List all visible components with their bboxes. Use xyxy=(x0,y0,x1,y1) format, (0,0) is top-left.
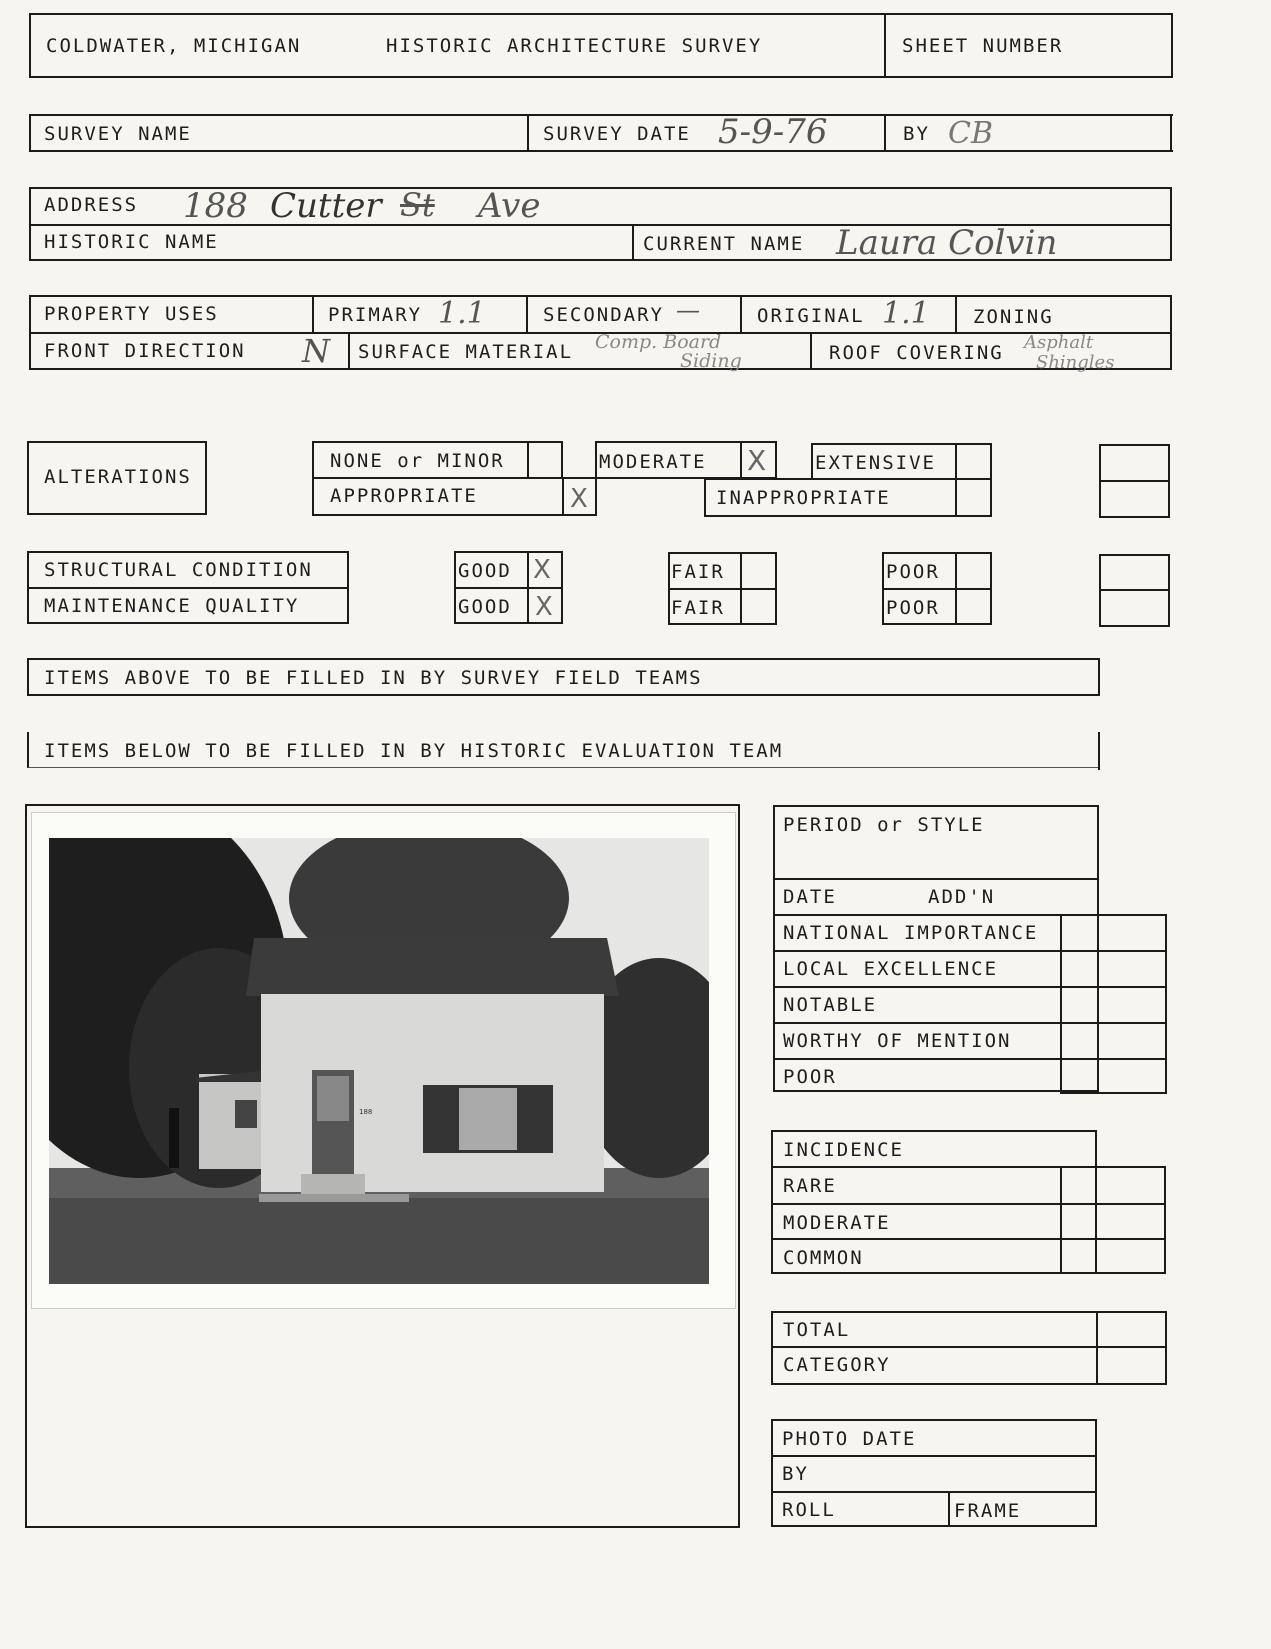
front-direction-value: N xyxy=(302,332,330,370)
survey-name-label: SURVEY NAME xyxy=(44,123,192,145)
survey-row-right xyxy=(1170,114,1172,152)
period-div-1 xyxy=(773,878,1099,880)
house-number: 188 xyxy=(359,1108,373,1116)
field-team-note: ITEMS ABOVE TO BE FILLED IN BY SURVEY FIELD TEAMS xyxy=(44,667,703,689)
extensive-label: EXTENSIVE xyxy=(815,452,936,474)
zoning-label: ZONING xyxy=(973,306,1054,328)
photo-date-label: PHOTO DATE xyxy=(782,1428,917,1450)
period-style-label: PERIOD or STYLE xyxy=(783,814,985,836)
period-div-5 xyxy=(773,1022,1167,1024)
uses-div-3 xyxy=(740,295,742,333)
condition-labels-divider xyxy=(27,587,349,589)
photo-info-col xyxy=(948,1491,950,1527)
maintenance-quality-label: MAINTENANCE QUALITY xyxy=(44,595,300,617)
addn-label: ADD'N xyxy=(928,886,996,908)
inappropriate-label: INAPPROPRIATE xyxy=(716,487,891,509)
uses-div-5 xyxy=(348,332,350,370)
shed xyxy=(199,1074,269,1169)
address-number: 188 xyxy=(183,186,248,226)
survey-date-label: SURVEY DATE xyxy=(543,123,691,145)
moderate-check-divider xyxy=(740,441,742,479)
poor-divider xyxy=(882,588,992,590)
secondary-label: SECONDARY xyxy=(543,304,664,326)
period-div-4 xyxy=(773,986,1167,988)
uses-div-1 xyxy=(312,295,314,333)
poor-check-divider xyxy=(955,552,957,625)
primary-label: PRIMARY xyxy=(328,304,423,326)
rating-notable: NOTABLE xyxy=(783,994,878,1016)
incidence-div-1 xyxy=(771,1166,1166,1168)
roof-covering-value-1: Asphalt xyxy=(1024,332,1094,353)
frame-label: FRAME xyxy=(954,1500,1022,1522)
total-label: TOTAL xyxy=(783,1319,851,1341)
alterations-label: ALTERATIONS xyxy=(44,466,192,488)
survey-divider-2 xyxy=(884,114,886,152)
front-direction-label: FRONT DIRECTION xyxy=(44,340,246,362)
rating-local: LOCAL EXCELLENCE xyxy=(783,958,999,980)
maintenance-poor-label: POOR xyxy=(886,597,940,619)
sheet-number-label: SHEET NUMBER xyxy=(902,35,1064,57)
city-title: COLDWATER, MICHIGAN xyxy=(46,35,302,57)
alterations-score-divider xyxy=(1099,480,1170,482)
survey-row-top xyxy=(29,114,1173,116)
ratings-col-2 xyxy=(1165,914,1167,1094)
category-label: CATEGORY xyxy=(783,1354,891,1376)
uses-div-2 xyxy=(526,295,528,333)
survey-row-bottom xyxy=(29,150,1173,152)
historic-name-label: HISTORIC NAME xyxy=(44,231,219,253)
appropriate-label: APPROPRIATE xyxy=(330,485,478,507)
header-divider xyxy=(884,14,886,77)
structural-fair-label: FAIR xyxy=(671,561,725,583)
house-photo xyxy=(49,838,709,1284)
structural-good-label: GOOD xyxy=(458,560,512,582)
original-value: 1.1 xyxy=(882,296,930,331)
incidence-common: COMMON xyxy=(783,1247,864,1269)
structural-poor-label: POOR xyxy=(886,561,940,583)
period-div-6 xyxy=(773,1058,1167,1060)
tree-trunk xyxy=(169,1108,179,1168)
survey-title: HISTORIC ARCHITECTURE SURVEY xyxy=(386,35,763,57)
uses-div-4 xyxy=(955,295,957,333)
address-label: ADDRESS xyxy=(44,194,139,216)
house-door-window xyxy=(317,1076,349,1121)
appropriate-check-divider xyxy=(562,477,564,516)
maintenance-good-check: X xyxy=(535,592,553,622)
survey-date-value: 5-9-76 xyxy=(718,112,828,152)
survey-by-value: CB xyxy=(948,116,993,151)
house-walk xyxy=(259,1194,409,1202)
incidence-col-2 xyxy=(1164,1166,1166,1274)
rating-poor: POOR xyxy=(783,1066,837,1088)
fair-divider xyxy=(668,588,777,590)
incidence-div-3 xyxy=(771,1238,1166,1240)
incidence-div-2 xyxy=(771,1203,1166,1205)
period-div-2 xyxy=(773,914,1167,916)
property-uses-label: PROPERTY USES xyxy=(44,303,219,325)
roof-covering-value-2: Shingles xyxy=(1036,352,1115,373)
maintenance-good-label: GOOD xyxy=(458,596,512,618)
photo-info-div-2 xyxy=(771,1491,1097,1493)
total-col xyxy=(1096,1311,1098,1385)
surface-material-value-1: Comp. Board xyxy=(595,331,722,353)
original-label: ORIGINAL xyxy=(757,305,865,327)
secondary-value: — xyxy=(676,296,700,324)
evaluation-note-right xyxy=(1098,732,1100,770)
survey-divider-1 xyxy=(527,114,529,152)
house-curtain xyxy=(459,1088,517,1150)
shed-window xyxy=(235,1100,257,1128)
photo-by-label: BY xyxy=(782,1463,809,1485)
house-roof xyxy=(246,938,619,996)
none-minor-check-divider xyxy=(527,441,529,479)
incidence-div-4 xyxy=(1060,1272,1166,1274)
incidence-col-1 xyxy=(1060,1166,1062,1274)
structural-good-check: X xyxy=(533,555,551,585)
moderate-label: MODERATE xyxy=(599,451,707,473)
survey-by-label: BY xyxy=(903,123,930,145)
current-name-value: Laura Colvin xyxy=(836,223,1058,263)
period-div-7 xyxy=(1060,1092,1167,1094)
primary-value: 1.1 xyxy=(438,296,486,331)
appropriate-check: X xyxy=(570,484,588,514)
address-suffix: Ave xyxy=(478,186,541,226)
structural-condition-label: STRUCTURAL CONDITION xyxy=(44,559,313,581)
date-label: DATE xyxy=(783,886,837,908)
condition-score-divider xyxy=(1099,589,1170,591)
good-divider xyxy=(454,587,563,589)
total-divider xyxy=(771,1346,1167,1348)
uses-div-6 xyxy=(810,332,812,370)
moderate-check: X xyxy=(747,444,767,477)
incidence-moderate: MODERATE xyxy=(783,1212,891,1234)
surface-material-value-2: Siding xyxy=(680,350,742,372)
ratings-col-1 xyxy=(1060,914,1062,1094)
maintenance-fair-label: FAIR xyxy=(671,597,725,619)
current-name-divider xyxy=(632,224,634,261)
incidence-rare: RARE xyxy=(783,1175,837,1197)
current-name-label: CURRENT NAME xyxy=(643,233,805,255)
roll-label: ROLL xyxy=(782,1499,836,1521)
none-minor-label: NONE or MINOR xyxy=(330,450,505,472)
photo-lawn-shade xyxy=(49,1198,709,1284)
evaluation-team-note: ITEMS BELOW TO BE FILLED IN BY HISTORIC EVALUATION TEAM xyxy=(44,740,784,762)
photo-info-div-1 xyxy=(771,1455,1097,1457)
house-steps xyxy=(301,1174,365,1194)
roof-covering-label: ROOF COVERING xyxy=(829,342,1004,364)
incidence-label: INCIDENCE xyxy=(783,1139,904,1161)
fair-check-divider xyxy=(740,552,742,625)
rating-worthy: WORTHY OF MENTION xyxy=(783,1030,1012,1052)
survey-row-left xyxy=(29,114,31,152)
address-street: Cutter xyxy=(270,186,382,226)
address-struck-word: St xyxy=(400,186,435,224)
surface-material-label: SURFACE MATERIAL xyxy=(358,341,574,363)
rating-national: NATIONAL IMPORTANCE xyxy=(783,922,1039,944)
good-check-divider xyxy=(527,551,529,624)
period-div-3 xyxy=(773,950,1167,952)
